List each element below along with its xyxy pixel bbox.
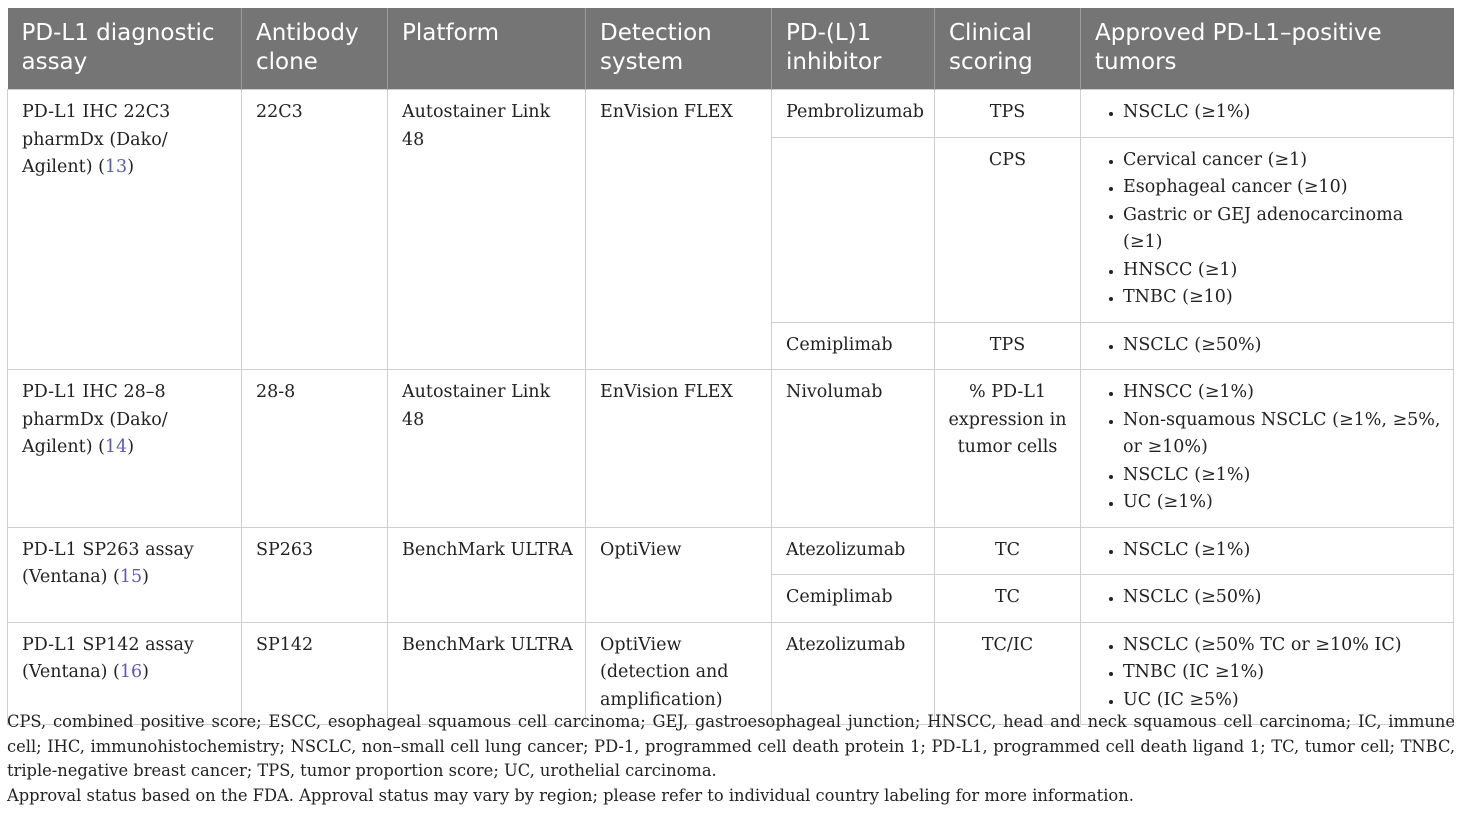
tumor-item: • NSCLC (≥1%)	[1123, 99, 1443, 127]
header-detection: Detection system	[586, 8, 772, 90]
cell-tumors	[1081, 322, 1454, 370]
cell-clone: SP263	[242, 527, 388, 622]
cell-platform: Autostainer Link 48	[388, 370, 586, 528]
cell-detection: EnVision FLEX	[586, 90, 772, 370]
reference-link[interactable]: 14	[104, 437, 128, 457]
header-tumors: Approved PD-L1–positive tumors	[1081, 8, 1454, 90]
tumor-list	[1095, 332, 1443, 360]
tumor-item: • HNSCC (≥1%)	[1123, 379, 1443, 407]
assay-name: PD-L1 SP263 assay (Ventana)	[22, 539, 194, 587]
tumor-item: • UC (IC ≥5%)	[1123, 687, 1443, 715]
header-scoring: Clinical scoring	[935, 8, 1081, 90]
tumor-list	[1095, 99, 1443, 127]
cell-inhibitor	[772, 137, 935, 322]
tumor-item: • NSCLC (≥1%)	[1123, 462, 1443, 490]
cell-inhibitor: Atezolizumab	[772, 527, 935, 575]
cell-detection: OptiView (detection and amplification)	[586, 622, 772, 725]
header-clone: Antibody clone	[242, 8, 388, 90]
table-wrapper	[7, 8, 1453, 725]
footnotes	[7, 710, 1455, 808]
cell-scoring: TC	[935, 527, 1081, 575]
cell-tumors	[1081, 527, 1454, 575]
approval-note: Approval status based on the FDA. Approval status may vary by region; please refer to individual country labeling for more information.	[7, 785, 1134, 805]
assay-name: PD-L1 SP142 assay (Ventana)	[22, 634, 194, 682]
table-row	[8, 527, 1454, 575]
tumor-item: • Cervical cancer (≥1)	[1123, 147, 1443, 175]
tumor-list	[1095, 584, 1443, 612]
cell-platform: BenchMark ULTRA	[388, 622, 586, 725]
tumor-item: • UC (≥1%)	[1123, 489, 1443, 517]
cell-assay: PD-L1 IHC 22C3 pharmDx (Dako/ Agilent) (13)	[8, 90, 242, 370]
header-platform: Platform	[388, 8, 586, 90]
assay-table	[7, 8, 1454, 725]
tumor-item: • HNSCC (≥1)	[1123, 257, 1443, 285]
tumor-item: • Esophageal cancer (≥10)	[1123, 174, 1443, 202]
reference-link[interactable]: 13	[104, 157, 128, 177]
cell-platform: Autostainer Link 48	[388, 90, 586, 370]
header-inhibitor: PD-(L)1 inhibitor	[772, 8, 935, 90]
reference-link[interactable]: 15	[119, 567, 143, 587]
cell-platform: BenchMark ULTRA	[388, 527, 586, 622]
tumor-item: • Non-squamous NSCLC (≥1%, ≥5%, or ≥10%)	[1123, 407, 1443, 462]
cell-detection: OptiView	[586, 527, 772, 622]
cell-scoring: TC/IC	[935, 622, 1081, 725]
table-row	[8, 370, 1454, 528]
cell-scoring: % PD-L1 expression in tumor cells	[935, 370, 1081, 528]
cell-scoring: TC	[935, 575, 1081, 623]
cell-scoring: TPS	[935, 322, 1081, 370]
cell-clone: SP142	[242, 622, 388, 725]
tumor-item: • NSCLC (≥50%)	[1123, 332, 1443, 360]
cell-assay: PD-L1 IHC 28–8 pharmDx (Dako/ Agilent) (14)	[8, 370, 242, 528]
cell-tumors	[1081, 575, 1454, 623]
cell-detection: EnVision FLEX	[586, 370, 772, 528]
assay-name: PD-L1 IHC 28–8 pharmDx (Dako/ Agilent)	[22, 382, 168, 457]
cell-scoring: CPS	[935, 137, 1081, 322]
tumor-item: • NSCLC (≥50% TC or ≥10% IC)	[1123, 632, 1443, 660]
cell-clone: 28-8	[242, 370, 388, 528]
cell-tumors	[1081, 137, 1454, 322]
header-row	[8, 8, 1454, 90]
table-row	[8, 90, 1454, 138]
header-assay: PD-L1 diagnostic assay	[8, 8, 242, 90]
cell-inhibitor: Nivolumab	[772, 370, 935, 528]
tumor-item: • TNBC (≥10)	[1123, 284, 1443, 312]
assay-name: PD-L1 IHC 22C3 pharmDx (Dako/ Agilent)	[22, 102, 171, 177]
cell-inhibitor: Pembrolizumab	[772, 90, 935, 138]
tumor-item: • TNBC (IC ≥1%)	[1123, 659, 1443, 687]
table-body	[8, 90, 1454, 725]
tumor-item: • NSCLC (≥50%)	[1123, 584, 1443, 612]
tumor-list	[1095, 147, 1443, 312]
tumor-list	[1095, 379, 1443, 517]
abbreviations-note: CPS, combined positive score; ESCC, esophageal squamous cell carcinoma; GEJ, gastroesophageal junction; HNSCC, head and neck squamous cell carcinoma; IC, immune cell; IHC, immunohistochemistry; NSCLC, non–small cell lung cancer; PD-1, programmed cell death protein 1; PD-L1, programmed cell death ligand 1; TC, tumor cell; TNBC, triple-negative breast cancer; TPS, tumor proportion score; UC, urothelial carcinoma.	[7, 712, 1455, 780]
tumor-list	[1095, 537, 1443, 565]
cell-tumors	[1081, 370, 1454, 528]
tumor-list	[1095, 632, 1443, 715]
cell-scoring: TPS	[935, 90, 1081, 138]
cell-assay: PD-L1 SP263 assay (Ventana) (15)	[8, 527, 242, 622]
table-header	[8, 8, 1454, 90]
reference-link[interactable]: 16	[119, 662, 143, 682]
tumor-item: • Gastric or GEJ adenocarcinoma (≥1)	[1123, 202, 1443, 257]
cell-inhibitor: Atezolizumab	[772, 622, 935, 725]
cell-clone: 22C3	[242, 90, 388, 370]
cell-inhibitor: Cemiplimab	[772, 575, 935, 623]
cell-inhibitor: Cemiplimab	[772, 322, 935, 370]
tumor-item: • NSCLC (≥1%)	[1123, 537, 1443, 565]
cell-assay: PD-L1 SP142 assay (Ventana) (16)	[8, 622, 242, 725]
cell-tumors	[1081, 90, 1454, 138]
